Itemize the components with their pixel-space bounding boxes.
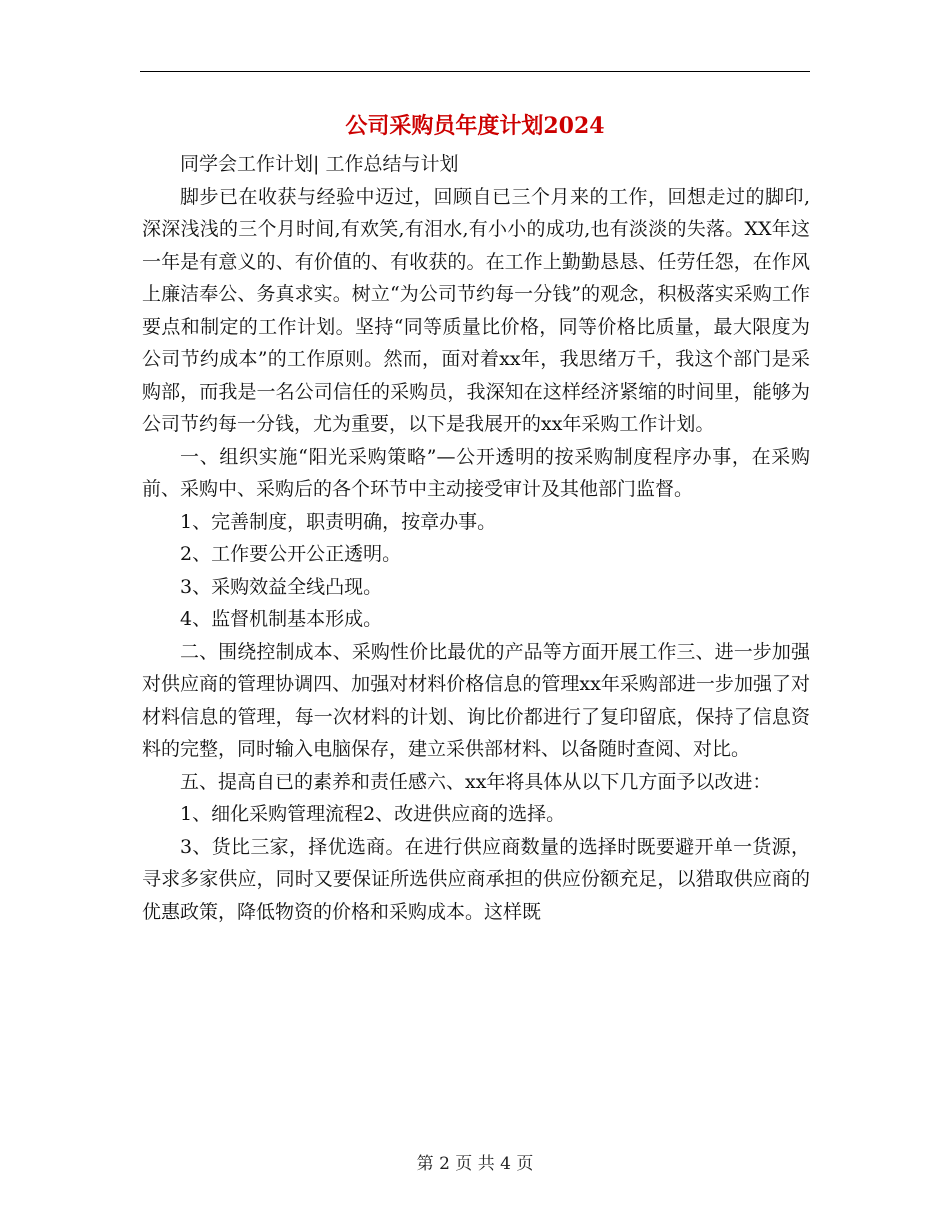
section-five-paragraph: 五、提高自已的素养和责任感六、xx年将具体从以下几方面予以改进： [180, 770, 772, 793]
list-item: 3、货比三家，择优选商。在进行供应商数量的选择时既要避开单一货源，寻求多家供应，同时又要保证所选供应商承担的供应份额充足，以猎取供应商的优惠政策，降低物资的价格和采购成本。这样既 [142, 835, 810, 923]
list-item: 2、工作要公开公正透明。 [180, 543, 402, 565]
intro-paragraph: 脚步已在收获与经验中迈过，回顾自已三个月来的工作，回想走过的脚印,深深浅浅的三个月时间,有欢笑,有泪水,有小小的成功,也有淡淡的失落。XX年这一年是有意义的、有价值的、有收获的。在工作上勤勤恳恳、任劳任怨，在作风上廉洁奉公、务真求实。树立“为公司节约每一分钱”的观念，积极落实采购工作要点和制定的工作计划。坚持“同等质量比价格，同等价格比质量，最大限度为公司节约成本”的工作原则。然而，面对着xx年，我思绪万千，我这个部门是采购部，而我是一名公司信任的采购员，我深知在这样经济紧缩的时间里，能够为公司节约每一分钱，尤为重要，以下是我展开的xx年采购工作计划。 [142, 185, 810, 435]
section-one-paragraph: 一、组织实施“阳光采购策略”—公开透明的按采购制度程序办事，在采购前、采购中、采购后的各个环节中主动接受审计及其他部门监督。 [142, 445, 810, 500]
list-item: 3、采购效益全线凸现。 [180, 575, 383, 598]
header-rule [140, 71, 810, 72]
section-two-paragraph: 二、围绕控制成本、采购性价比最优的产品等方面开展工作三、进一步加强对供应商的管理协调四、加强对材料价格信息的管理xx年采购部进一步加强了对材料信息的管理，每一次材料的计划、询比价都进行了复印留底，保持了信息资料的完整，同时输入电脑保存，建立采供部材料、以备随时查阅、对比。 [142, 640, 810, 760]
list-item: 1、完善制度，职责明确，按章办事。 [180, 510, 497, 533]
page-footer: 第 2 页 共 4 页 [416, 1154, 534, 1174]
document-title: 公司采购员年度计划2024 [345, 113, 605, 139]
list-item: 1、细化采购管理流程2、改进供应商的选择。 [180, 803, 566, 825]
list-item: 4、监督机制基本形成。 [180, 608, 383, 630]
subtitle-line: 同学会工作计划| 工作总结与计划 [180, 153, 459, 175]
document-body [142, 148, 810, 928]
